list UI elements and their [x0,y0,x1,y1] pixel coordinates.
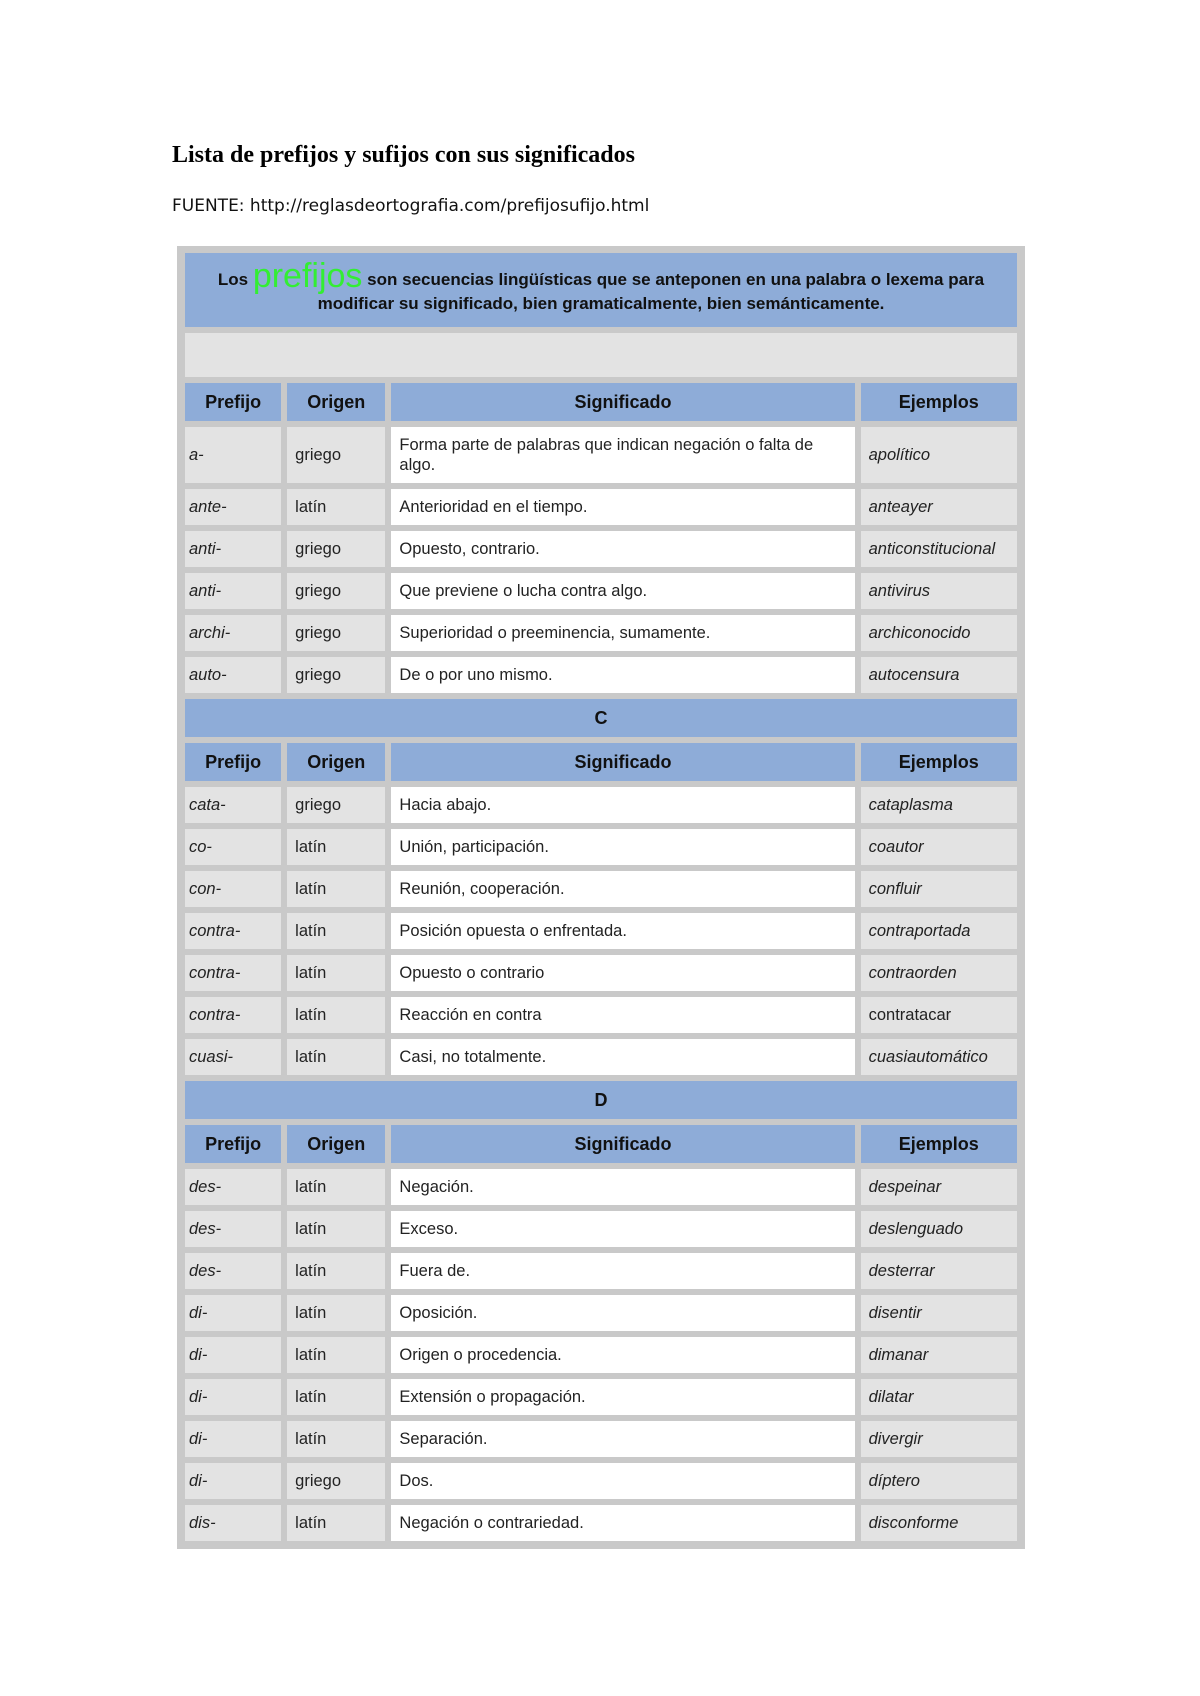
header-prefijo: Prefijo [185,1125,287,1163]
table-row [185,1295,1017,1331]
example-cell: despeinar [861,1169,1017,1205]
table-row [185,531,1017,567]
example-cell: disentir [861,1295,1017,1331]
prefix-cell: contra- [185,955,287,991]
table-row [185,427,1017,483]
origin-cell: latín [287,1379,391,1415]
intro-after: son secuencias lingüísticas que se anteponen en una palabra o lexema para modificar su significado, bien gramaticalmente, bien semánticamente. [317,270,985,313]
origin-cell: latín [287,913,391,949]
origin-cell: griego [287,573,391,609]
header-prefijo: Prefijo [185,383,287,421]
table-row [185,1421,1017,1457]
prefix-cell: des- [185,1253,287,1289]
prefix-cell: contra- [185,913,287,949]
prefix-cell: con- [185,871,287,907]
prefix-cell: cuasi- [185,1039,287,1075]
origin-cell: latín [287,1505,391,1541]
example-cell: dimanar [861,1337,1017,1373]
table-row [185,997,1017,1033]
meaning-cell: Exceso. [391,1211,860,1247]
example-cell: deslenguado [861,1211,1017,1247]
origin-cell: latín [287,1211,391,1247]
meaning-cell: Unión, participación. [391,829,860,865]
example-cell: anticonstitucional [861,531,1017,567]
table-row [185,1211,1017,1247]
origin-cell: latín [287,1337,391,1373]
meaning-cell: Origen o procedencia. [391,1337,860,1373]
origin-cell: griego [287,531,391,567]
origin-cell: latín [287,1169,391,1205]
meaning-cell: De o por uno mismo. [391,657,860,693]
intro-banner [185,253,1017,327]
origin-cell: latín [287,489,391,525]
prefix-cell: contra- [185,997,287,1033]
section-letter: C [185,699,1017,737]
table-row [185,871,1017,907]
header-significado: Significado [391,383,860,421]
prefix-cell: anti- [185,531,287,567]
example-cell: archiconocido [861,615,1017,651]
example-cell: apolítico [861,427,1017,483]
prefix-table-frame [177,246,1025,1549]
meaning-cell: Fuera de. [391,1253,860,1289]
example-cell: dilatar [861,1379,1017,1415]
example-cell: coautor [861,829,1017,865]
intro-before: Los [217,270,249,289]
meaning-cell: Opuesto o contrario [391,955,860,991]
table-row [185,787,1017,823]
prefix-cell: dis- [185,1505,287,1541]
meaning-cell: Anterioridad en el tiempo. [391,489,860,525]
example-cell: contraportada [861,913,1017,949]
table-row [185,657,1017,693]
prefix-table [185,247,1017,1547]
meaning-cell: Extensión o propagación. [391,1379,860,1415]
prefix-cell: cata- [185,787,287,823]
prefix-cell: di- [185,1379,287,1415]
origin-cell: latín [287,955,391,991]
header-ejemplos: Ejemplos [861,743,1017,781]
header-origen: Origen [287,743,391,781]
example-cell: disconforme [861,1505,1017,1541]
table-row [185,1505,1017,1541]
prefix-cell: di- [185,1337,287,1373]
header-prefijo: Prefijo [185,743,287,781]
meaning-cell: Negación o contrariedad. [391,1505,860,1541]
meaning-cell: Casi, no totalmente. [391,1039,860,1075]
table-row [185,573,1017,609]
prefix-cell: di- [185,1295,287,1331]
origin-cell: latín [287,1421,391,1457]
prefix-cell: a- [185,427,287,483]
meaning-cell: Reacción en contra [391,997,860,1033]
table-row [185,1463,1017,1499]
origin-cell: griego [287,657,391,693]
intro-keyword: prefijos [252,257,363,295]
prefix-cell: anti- [185,573,287,609]
section-letter-row [185,699,1017,737]
prefix-cell: di- [185,1463,287,1499]
table-row [185,1253,1017,1289]
column-header-row [185,743,1017,781]
table-row [185,829,1017,865]
origin-cell: griego [287,787,391,823]
meaning-cell: Superioridad o preeminencia, sumamente. [391,615,860,651]
example-cell: díptero [861,1463,1017,1499]
origin-cell: griego [287,1463,391,1499]
column-header-row [185,383,1017,421]
table-row [185,615,1017,651]
section-letter: D [185,1081,1017,1119]
origin-cell: griego [287,427,391,483]
header-origen: Origen [287,383,391,421]
meaning-cell: Que previene o lucha contra algo. [391,573,860,609]
table-row [185,1039,1017,1075]
meaning-cell: Dos. [391,1463,860,1499]
meaning-cell: Oposición. [391,1295,860,1331]
table-row [185,1169,1017,1205]
example-cell: contraorden [861,955,1017,991]
prefix-cell: des- [185,1169,287,1205]
table-row [185,489,1017,525]
table-row [185,913,1017,949]
example-cell: confluir [861,871,1017,907]
example-cell: contratacar [861,997,1017,1033]
table-row [185,955,1017,991]
header-origen: Origen [287,1125,391,1163]
header-significado: Significado [391,743,860,781]
column-header-row [185,1125,1017,1163]
prefix-cell: ante- [185,489,287,525]
prefix-cell: archi- [185,615,287,651]
spacer-row [185,333,1017,377]
meaning-cell: Negación. [391,1169,860,1205]
example-cell: autocensura [861,657,1017,693]
header-significado: Significado [391,1125,860,1163]
prefix-cell: des- [185,1211,287,1247]
prefix-cell: auto- [185,657,287,693]
example-cell: desterrar [861,1253,1017,1289]
origin-cell: latín [287,829,391,865]
example-cell: antivirus [861,573,1017,609]
meaning-cell: Opuesto, contrario. [391,531,860,567]
example-cell: cuasiautomático [861,1039,1017,1075]
document-title: Lista de prefijos y sufijos con sus significados [172,142,635,168]
origin-cell: latín [287,1295,391,1331]
origin-cell: latín [287,997,391,1033]
table-row [185,1379,1017,1415]
example-cell: divergir [861,1421,1017,1457]
source-line: FUENTE: http://reglasdeortografia.com/prefijosufijo.html [172,196,650,216]
meaning-cell: Hacia abajo. [391,787,860,823]
prefix-cell: di- [185,1421,287,1457]
origin-cell: latín [287,1253,391,1289]
table-row [185,1337,1017,1373]
header-ejemplos: Ejemplos [861,383,1017,421]
origin-cell: latín [287,1039,391,1075]
origin-cell: latín [287,871,391,907]
meaning-cell: Forma parte de palabras que indican negación o falta de algo. [391,427,860,483]
meaning-cell: Reunión, cooperación. [391,871,860,907]
section-letter-row [185,1081,1017,1119]
origin-cell: griego [287,615,391,651]
header-ejemplos: Ejemplos [861,1125,1017,1163]
example-cell: anteayer [861,489,1017,525]
meaning-cell: Separación. [391,1421,860,1457]
meaning-cell: Posición opuesta o enfrentada. [391,913,860,949]
example-cell: cataplasma [861,787,1017,823]
prefix-cell: co- [185,829,287,865]
